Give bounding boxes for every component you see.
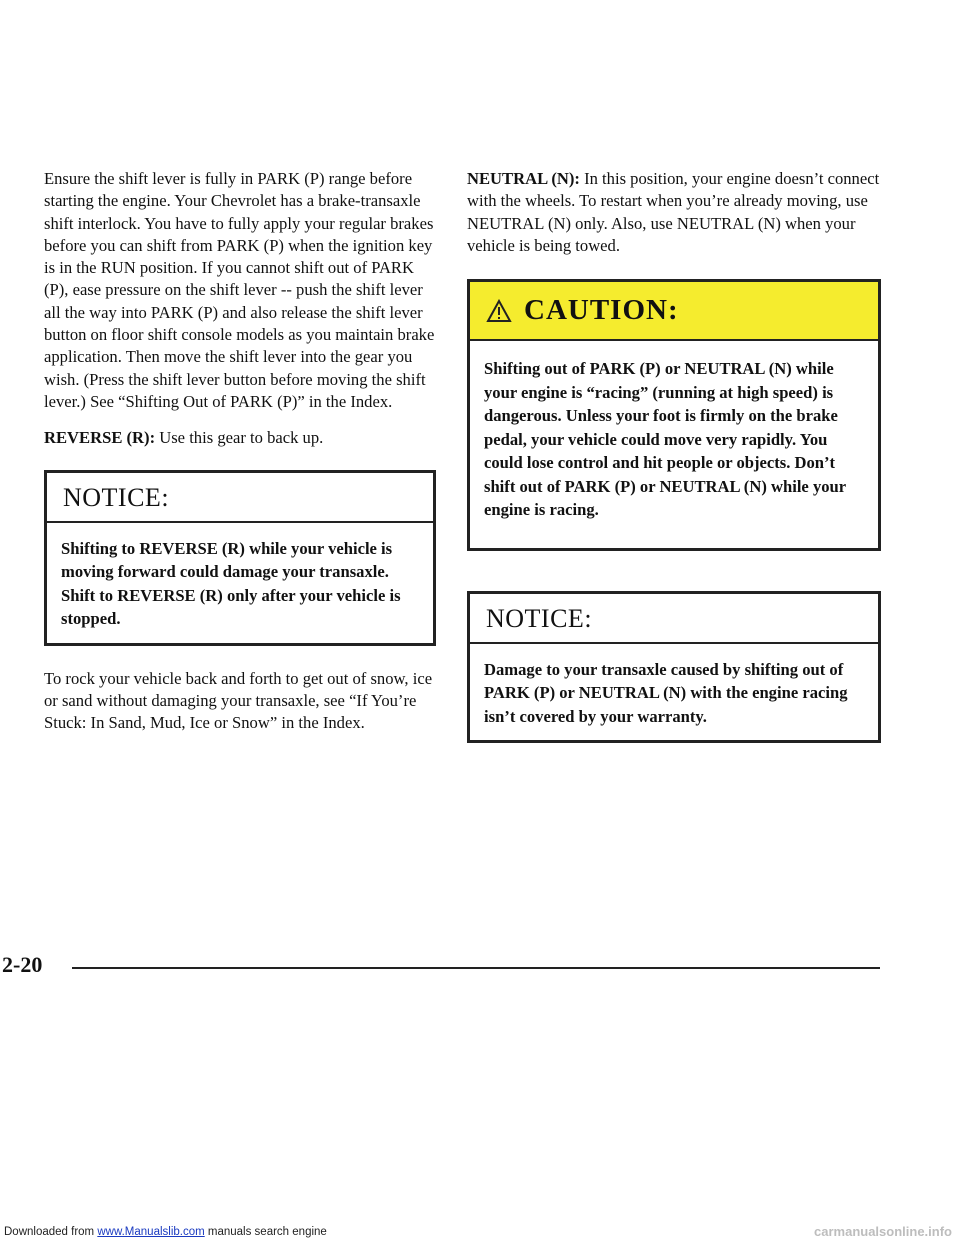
manualslib-link[interactable]: www.Manualslib.com [97,1226,205,1238]
neutral-heading: NEUTRAL (N): [467,169,580,188]
page-number: 2-20 [2,952,43,977]
rocking-paragraph: To rock your vehicle back and forth to get out of snow, ice or sand without damaging your transaxle, see “If You’re Stuck: In Sand, Mud, Ice or Snow” in the Index. [44,668,433,733]
footer-rule [72,967,880,969]
neutral-text: In this position, your engine doesn’t connect with the wheels. To restart when you’re already moving, use NEUTRAL (N) only. Also, use NEUTRAL (N) when your vehicle is being towed. [467,169,880,255]
neutral-paragraph [467,168,881,257]
download-suffix: manuals search engine [204,1226,327,1238]
notice-body: Damage to your transaxle caused by shifting out of PARK (P) or NEUTRAL (N) with the engine racing isn’t covered by your warranty. [484,659,848,726]
page-footer [0,952,960,982]
left-column [44,168,436,734]
warning-triangle-icon [486,299,512,323]
caution-body: Shifting out of PARK (P) or NEUTRAL (N) while your engine is “racing” (running at high speed) is dangerous. Unless your foot is firmly on the brake pedal, your vehicle could move very rapidly. You could lose control and hit people or objects. Don’t shift out of PARK (P) or NEUTRAL (N) while your engine is racing. [484,359,846,520]
notice-title: NOTICE: [470,594,878,644]
reverse-text: Use this gear to back up. [155,428,324,448]
right-column [467,168,881,743]
download-banner [4,1226,327,1238]
reverse-heading: REVERSE (R): [44,428,156,448]
download-prefix: Downloaded from [4,1226,98,1238]
notice-body: Shifting to REVERSE (R) while your vehicle is moving forward could damage your transaxle. Shift to REVERSE (R) only after your vehicle is stopped. [61,538,401,629]
site-watermark: carmanualsonline.info [814,1224,952,1239]
notice-box-warranty [467,591,881,744]
shift-interlock-paragraph: Ensure the shift lever is fully in PARK (P) range before starting the engine. Your Chevrolet has a brake-transaxle shift interlock. You have to fully apply your regular brakes before you can shift from PARK (P) when the ignition key is in the RUN position. If you cannot shift out of PARK (P), ease pressure on the shift lever -- push the shift lever all the way into PARK (P) and also release the shift lever button on floor shift console models as you maintain brake application. Then move the shift lever into the gear you wish. (Press the shift lever button before moving the shift lever.) See “Shifting Out of PARK (P)” in the Index. [44,169,435,411]
notice-box-reverse [44,470,436,646]
caution-box [467,279,881,551]
notice-title: NOTICE: [47,473,433,523]
reverse-paragraph [44,427,436,449]
caution-header [470,282,878,341]
caution-title: CAUTION: [524,294,679,327]
